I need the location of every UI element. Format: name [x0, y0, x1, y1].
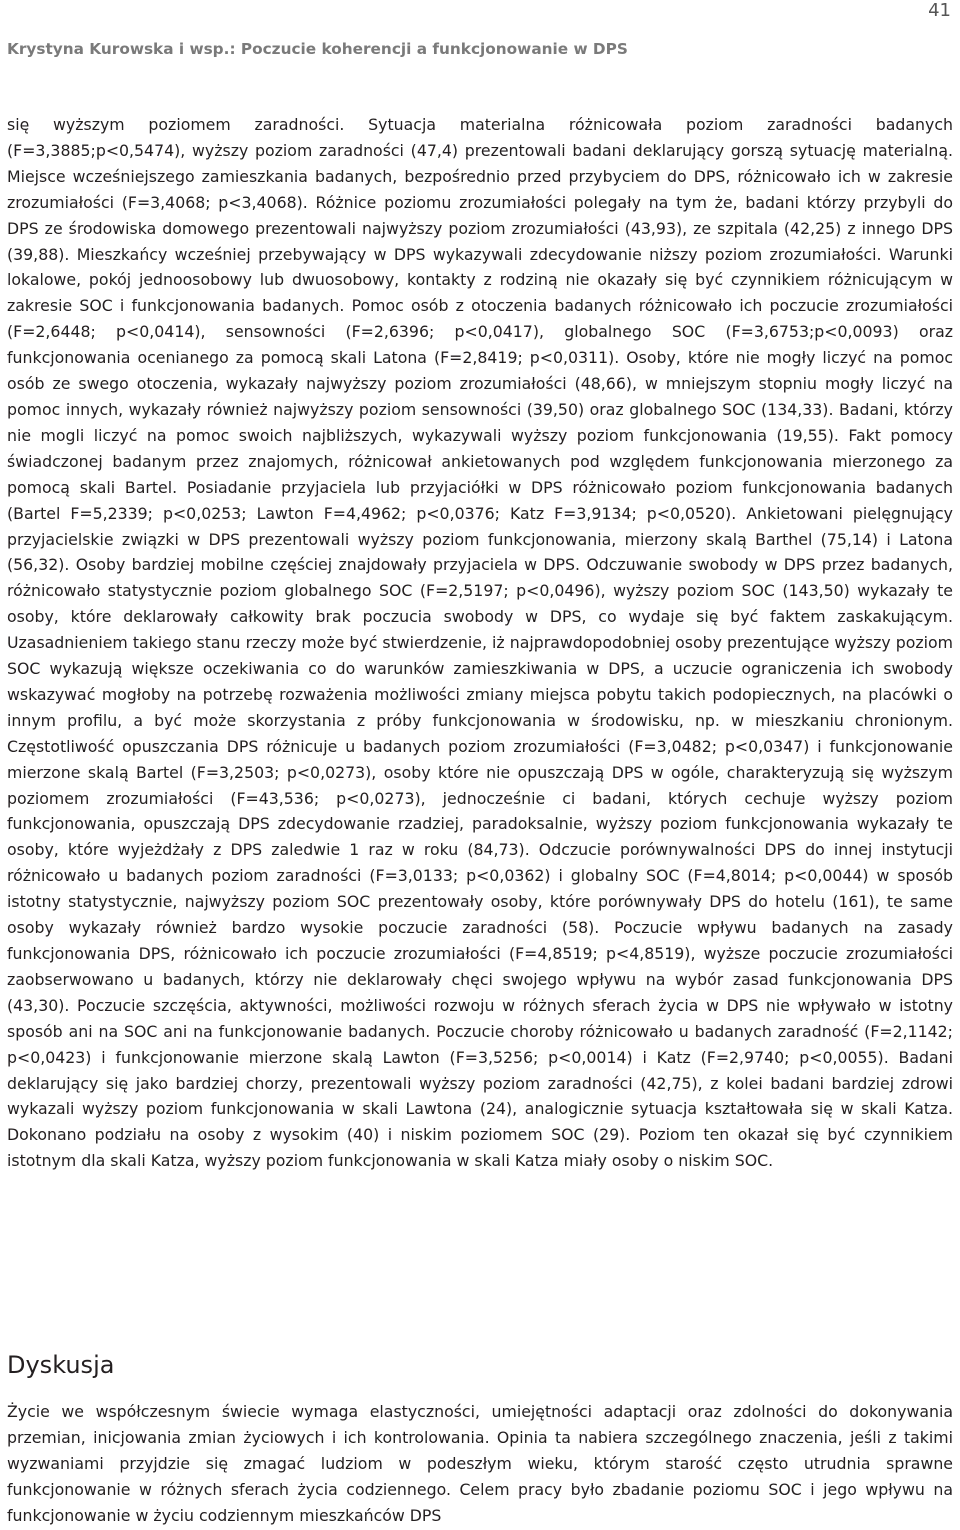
- section-heading-dyskusja: Dyskusja: [7, 1351, 115, 1379]
- running-header: Krystyna Kurowska i wsp.: Poczucie koherencji a funkcjonowanie w DPS: [7, 40, 628, 58]
- results-paragraph: się wyższym poziomem zaradności. Sytuacja materialna różnicowała poziom zaradności badanych (F=3,3885;p<0,5474), wyższy poziom zaradności (47,4) prezentowali badani deklarujący gorszą sytuację materialną. Miejsce wcześniejszego zamieszkania badanych, bezpośrednio przed przybyciem do DPS, różnicowało ich w zakresie zrozumiałości (F=3,4068; p<3,4068). Różnice poziomu zrozumiałości polegały na tym że, badani którzy przybyli do DPS ze środowiska domowego prezentowali najwyższy poziom zrozumiałości (43,93), ze szpitala (42,25) z innego DPS (39,88). Mieszkańcy wcześniej przebywający w DPS wykazywali zdecydowanie niższy poziom zrozumiałości. Warunki lokalowe, pokój jednoosobowy lub dwuosobowy, kontakty z rodziną nie okazały się być czynnikiem różnicującym w zakresie SOC i funkcjonowania badanych. Pomoc osób z otoczenia badanych różnicowało ich poczucie zrozumiałości (F=2,6448; p<0,0414), sensowności (F=2,6396; p<0,0417), globalnego SOC (F=3,6753;p<0,0093) oraz funkcjonowania ocenianego za pomocą skali Latona (F=2,8419; p<0,0311). Osoby, które nie mogły liczyć na pomoc osób ze swego otoczenia, wykazały najwyższy poziom zrozumiałości (48,66), w mniejszym stopniu mogły liczyć na pomoc innych, wykazały również najwyższy poziom sensowności (39,50) oraz globalnego SOC (134,33). Badani, którzy nie mogli liczyć na pomoc swoich najbliższych, wykazywali wyższy poziom funkcjonowania (19,55). Fakt pomocy świadczonej badanym przez znajomych, różnicował ankietowanych pod względem funkcjonowania mierzonego za pomocą skali Bartel. Posiadanie przyjaciela lub przyjaciółki w DPS różnicowało poziom funkcjonowania badanych (Bartel F=5,2339; p<0,0253; Lawton F=4,4962; p<0,0376; Katz F=3,9134; p<0,0520). Ankietowani pielęgnujący przyjacielskie związki w DPS prezentowali wyższy poziom funkcjonowania, mierzony skalą Barthel (75,14) i Latona (56,32). Osoby bardziej mobilne częściej znajdowały przyjaciela w DPS. Odczuwanie swobody w DPS przez badanych, różnicowało statystycznie poziom globalnego SOC (F=2,5197; p<0,0496), wyższy poziom SOC (143,50) wykazały te osoby, które deklarowały całkowity brak poczucia swobody w DPS, co wydaje się być faktem zaskakującym. Uzasadnieniem takiego stanu rzeczy może być stwierdzenie, iż najprawdopodobniej osoby prezentujące wyższy poziom SOC wykazują większe oczekiwania co do warunków zamieszkiwania w DPS, a uczucie ograniczenia ich swobody wskazywać mogłoby na potrzebę rozważenia możliwości zmiany miejsca pobytu takich podopiecznych, na placówki o innym profilu, a być może skorzystania z próby funkcjonowania w środowisku, np. w mieszkaniu chronionym. Częstotliwość opuszczania DPS różnicuje u badanych poziom zrozumiałości (F=3,0482; p<0,0347) i funkcjonowanie mierzone skalą Bartel (F=3,2503; p<0,0273), osoby które nie opuszczają DPS w ogóle, charakteryzują się wyższym poziomem zrozumiałości (F=43,536; p<0,0273), jednocześnie ci badani, których cechuje wyższy poziom funkcjonowania, opuszczają DPS zdecydowanie rzadziej, paradoksalnie, wyższy poziom funkcjonowania wykazały te osoby, które wyjeżdżały z DPS zaledwie 1 raz w roku (84,73). Odczucie porównywalności DPS do innej instytucji różnicowało u badanych poziom zaradności (F=3,0133; p<0,0362) i globalny SOC (F=4,8014; p<0,0044) w sposób istotny statystycznie, najwyższy poziom SOC prezentowały osoby, które porównywały DPS do hotelu (161), te same osoby wykazały również bardzo wysokie poczucie zaradności (58). Poczucie wpływu badanych na zasady funkcjonowania DPS, różnicowało ich poczucie zrozumiałości (F=4,8519; p<4,8519), wyższe poczucie zrozumiałości zaobserwowano u badanych, którzy nie deklarowały chęci swojego wpływu na wybór zasad funkcjonowania DPS (43,30). Poczucie szczęścia, aktywności, możliwości rozwoju w różnych sferach życia w DPS nie wpływało w istotny sposób ani na SOC ani na funkcjonowanie badanych. Poczucie choroby różnicowało u badanych zaradność (F=2,1142; p<0,0423) i funkcjonowanie mierzone skalą Lawton (F=3,5256; p<0,0014) i Katz (F=2,9740; p<0,0055). Badani deklarujący się jako bardziej chorzy, prezentowali wyższy poziom zaradności (42,75), z kolei badani bardziej zdrowi wykazali wyższy poziom funkcjonowania w skali Lawtona (24), analogicznie sytuacja kształtowała się w skali Katza. Dokonano podziału na osoby z wysokim (40) i niskim poziomem SOC (29). Poziom ten okazał się być czynnikiem istotnym dla skali Katza, wyższy poziom funkcjonowania w skali Katza miały osoby o niskim SOC.: [7, 115, 953, 1171]
- page-number: 41: [928, 0, 951, 21]
- discussion-paragraph: Życie we współczesnym świecie wymaga elastyczności, umiejętności adaptacji oraz zdolności do dokonywania przemian, inicjowania zmian życiowych i ich kontrolowania. Opinia ta nabiera szczególnego znaczenia, jeśli z takimi wyzwaniami przyjdzie się zmagać ludziom w podeszłym wieku, którym starość często utrudnia sprawne funkcjonowanie w różnych sferach życia codziennego. Celem pracy było zbadanie poziomu SOC i jego wpływu na funkcjonowanie w życiu codziennym mieszkańców DPS: [7, 1402, 953, 1525]
